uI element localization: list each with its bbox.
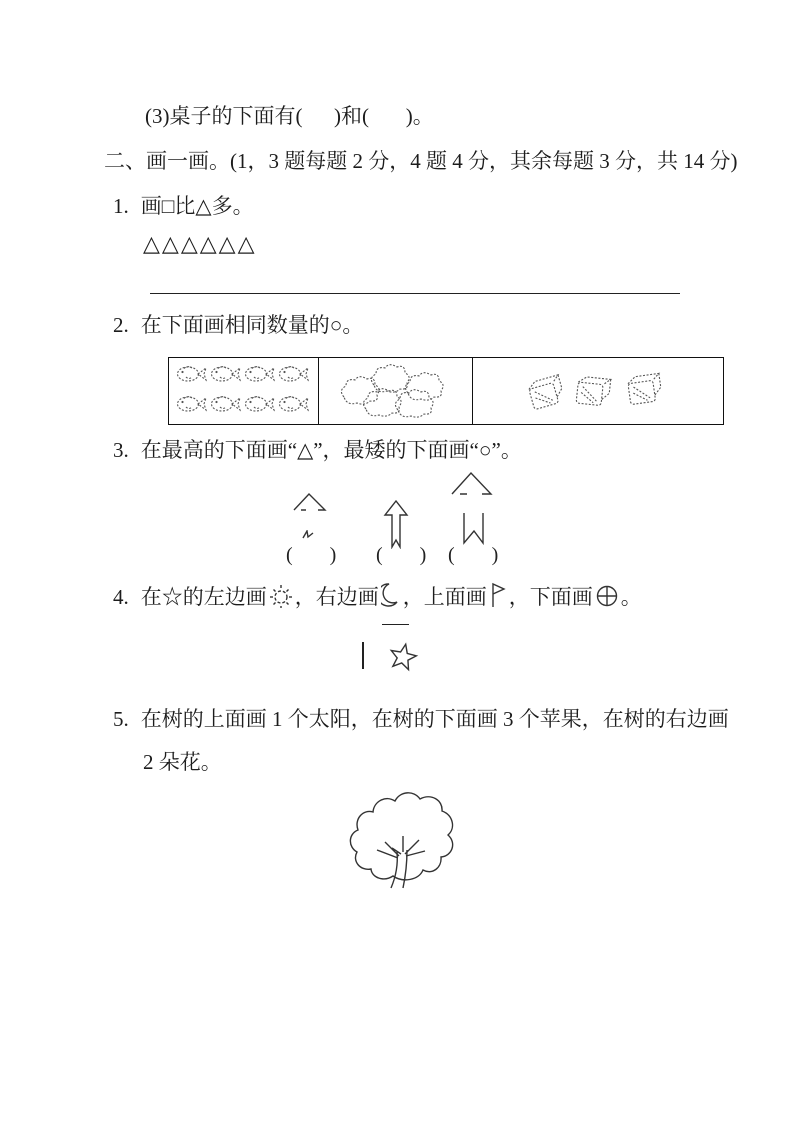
question-2-text: 在下面画相同数量的○。 [140, 313, 364, 337]
question-4-seg-bottom: ，下面画 [508, 585, 593, 609]
question-4-number: 4. [113, 585, 129, 609]
question-5-text1: 在树的上面画 1 个太阳，在树的下面画 3 个苹果，在树的右边画 [140, 707, 729, 731]
short-rocket-nose-icon [292, 492, 328, 512]
table-cell-boxes [472, 358, 723, 424]
short-rocket-body-icon [302, 530, 314, 539]
question-4-seg-right: ，右边画 [294, 585, 379, 609]
answer-blank-1: ( ) [286, 544, 338, 566]
question-5-line2: 2 朵花。 [143, 750, 222, 774]
fill-blank-question-3: (3)桌子的下面有( )和( )。 [145, 104, 434, 128]
question-1-given-triangles: △△△△△△ [143, 231, 257, 256]
star-top-mark [382, 624, 409, 625]
flag-icon [489, 582, 507, 608]
tall-rocket-nose-icon [450, 471, 494, 497]
box-group-icon [518, 361, 678, 421]
question-3 [113, 437, 522, 464]
question-2-table [168, 357, 724, 425]
question-2-number: 2. [113, 313, 129, 337]
question-1 [113, 193, 254, 220]
fish-group-icon [173, 362, 315, 420]
question-5-number: 5. [113, 707, 129, 731]
table-cell-fish [169, 358, 318, 424]
question-1-number: 1. [113, 194, 129, 218]
question-5-line1 [113, 706, 729, 733]
question-4-seg-end: 。 [620, 585, 642, 609]
question-3-text: 在最高的下面画“△”，最矮的下面画“○”。 [140, 438, 522, 462]
moon-icon [381, 582, 401, 608]
question-4-figure [352, 616, 432, 678]
medium-rocket-icon [382, 499, 410, 549]
question-3-figures [280, 468, 530, 572]
question-2 [113, 312, 363, 339]
wheel-icon [595, 584, 619, 608]
question-4 [113, 582, 642, 611]
tree-icon [345, 790, 467, 890]
answer-blank-2: ( ) [376, 544, 428, 566]
question-1-text: 画□比△多。 [140, 194, 254, 218]
question-1-answer-line [150, 293, 680, 294]
question-3-number: 3. [113, 438, 129, 462]
section-2-header: 二、画一画。(1，3 题每题 2 分，4 题 4 分，其余每题 3 分，共 14 分) [104, 149, 738, 173]
answer-blank-3: ( ) [448, 544, 500, 566]
question-4-seg-left: 在☆的左边画 [140, 585, 267, 609]
tall-rocket-body-icon [462, 512, 486, 546]
question-4-seg-top: ，上面画 [402, 585, 487, 609]
cloud-group-icon [336, 362, 456, 420]
sun-icon [269, 584, 293, 608]
table-cell-clouds [318, 358, 472, 424]
star-icon [386, 640, 420, 674]
star-left-mark [362, 642, 364, 669]
